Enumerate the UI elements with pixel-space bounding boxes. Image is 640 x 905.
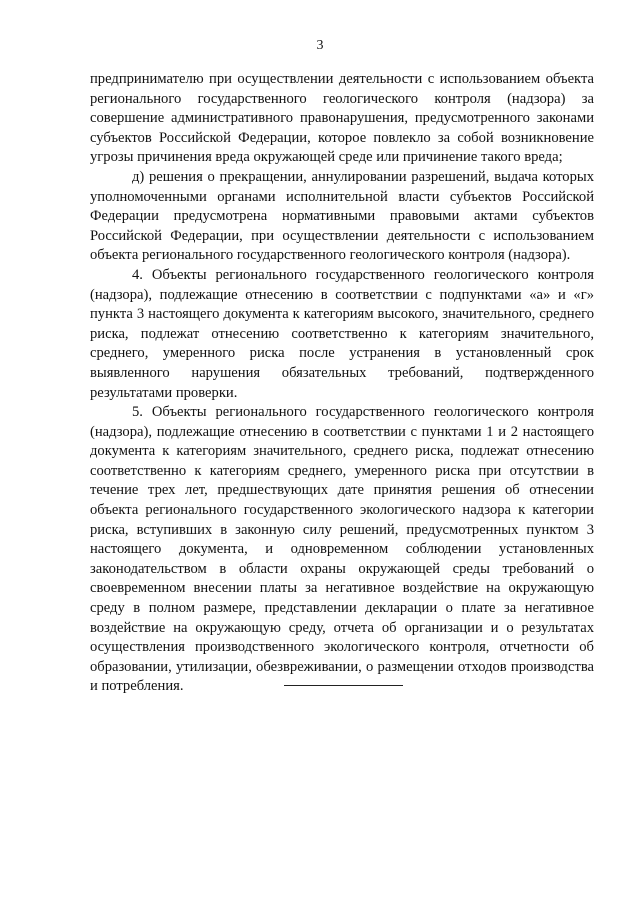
paragraph-item-5: 5. Объекты регионального государственного геологического контроля (надзора), подлежащие отнесению в соответствии с пунктами 1 и 2 настоящего документа к категориям значительного, среднего риска, подлежат отнесению соответственно к категориям среднего, умеренного риска при отсутствии в течение трех лет, предшествующих дате принятия решения об отнесении объекта регионального государственного экологического надзора к категории риска, вступивших в законную силу решений, предусмотренных пунктом 3 настоящего документа, и одновременном соблюдении установленных законодательством в области охраны окружающей среды требований о своевременном внесении платы за негативное воздействие на окружающую среду в полном размере, представлении декларации о плате за негативное воздействие на окружающую среду, отчета об организации и о результатах осуществления производственного экологического контроля, отчетности об образовании, утилизации, обезвреживании, о размещении отходов производства и потребления. <box>90 404 594 695</box>
paragraph-continuation: предпринимателю при осуществлении деятельности с использованием объекта регионального государственного геологического контроля (надзора) за совершение административного правонарушения, предусмотренного законами субъектов Российской Федерации, которое повлекло за собой возникновение угрозы причинения вреда окружающей среде или причинение такого вреда; <box>90 71 594 166</box>
page-number: 3 <box>316 38 324 53</box>
end-of-document-rule <box>284 685 403 686</box>
paragraph-item-4: 4. Объекты регионального государственного геологического контроля (надзора), подлежащие отнесению в соответствии с подпунктами «а» и «г» пункта 3 настоящего документа к категориям высокого, значительного, среднего риска, подлежат отнесению соответственно к категориям значительного, среднего, умеренного риска после устранения в установленный срок выявленного нарушения обязательных требований, подтвержденного результатами проверки. <box>90 266 594 401</box>
document-body <box>90 70 594 697</box>
paragraph-item-d: д) решения о прекращении, аннулировании разрешений, выдача которых уполномоченными органами исполнительной власти субъектов Российской Федерации предусмотрена нормативными правовыми актами субъектов Российской Федерации, при осуществлении деятельности с использованием объекта регионального государственного геологического контроля (надзора). <box>90 168 594 264</box>
